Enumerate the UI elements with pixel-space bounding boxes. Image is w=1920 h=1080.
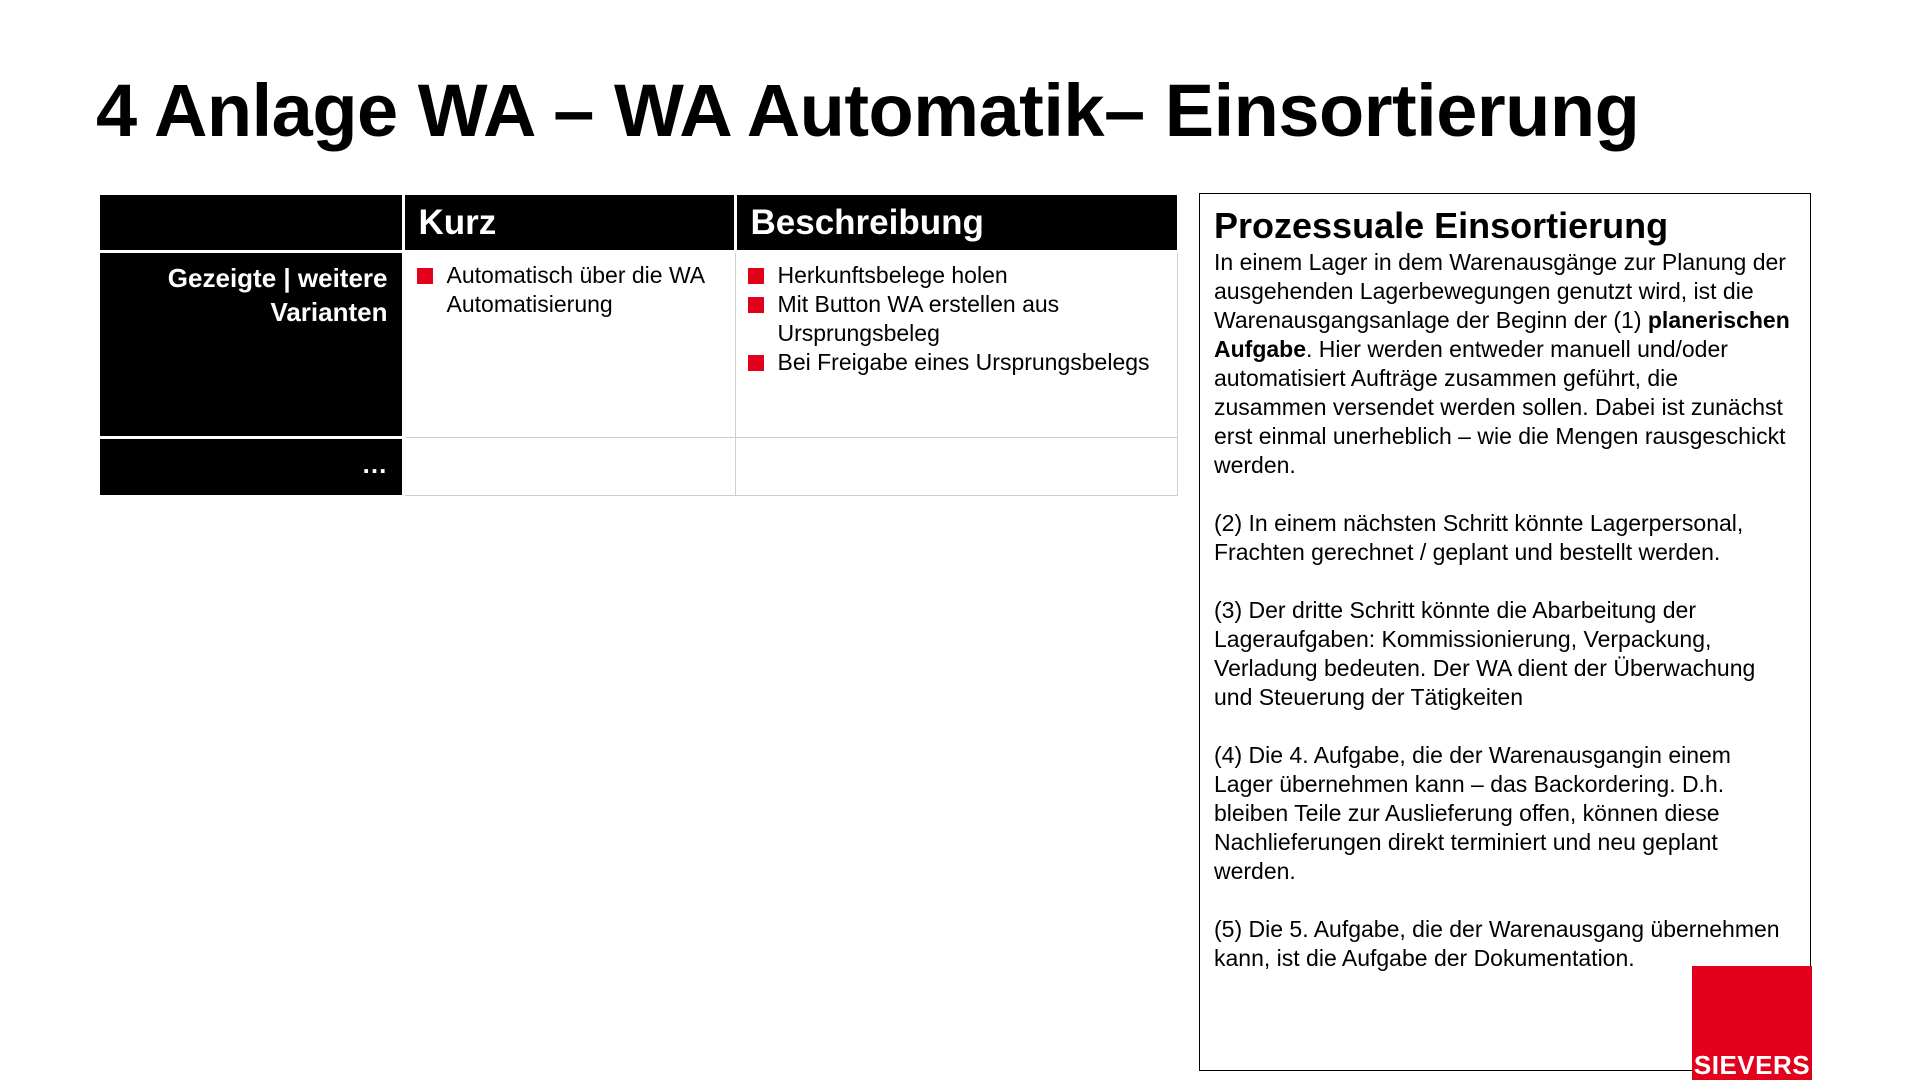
paragraph-3: (3) Der dritte Schritt könnte die Abarbeitung der Lageraufgaben: Kommissionierung, Verpackung, Verladung bedeuten. Der WA dient der Überwachung und Steuerung der Tätigkeiten [1214, 596, 1756, 710]
list-item [748, 261, 1167, 290]
paragraph-1-bold: planerischen Aufgabe [1214, 306, 1790, 362]
list-item-text: Bei Freigabe eines Ursprungsbelegs [777, 348, 1150, 375]
red-square-bullet-icon [417, 268, 433, 284]
paragraph-1 [1214, 248, 1796, 480]
table-header-kurz: Kurz [403, 195, 735, 251]
table-row [100, 437, 1177, 495]
table-header-row [100, 195, 1177, 251]
paragraph-4: (4) Die 4. Aufgabe, die der Warenausgangin einem Lager übernehmen kann – das Backordering. D.h. bleiben Teile zur Auslieferung offen, können diese Nachlieferungen direkt terminiert und neu geplant werden. [1214, 741, 1731, 884]
list-item-text: Mit Button WA erstellen aus Ursprungsbeleg [777, 290, 1060, 346]
list-item [748, 290, 1167, 348]
paragraph-1-text-end: . Hier werden entweder manuell und/oder automatisiert Aufträge zusammen geführt, die zusammen versendet werden sollen. Dabei ist zunächst erst einmal unerheblich – wie die Mengen rausgeschickt werden. [1214, 335, 1786, 478]
paragraph-2: (2) In einem nächsten Schritt könnte Lagerpersonal, Frachten gerechnet / geplant und bestellt werden. [1214, 509, 1744, 565]
paragraph-5: (5) Die 5. Aufgabe, die der Warenausgang übernehmen kann, ist die Aufgabe der Dokumentation. [1214, 915, 1780, 971]
table-header-beschreibung: Beschreibung [735, 195, 1177, 251]
cell-kurz [403, 251, 735, 437]
red-square-bullet-icon [748, 268, 764, 284]
variants-table [100, 195, 1178, 496]
paragraph-1-text: In einem Lager in dem Warenausgänge zur Planung der ausgehenden Lagerbewegungen genutzt wird, ist die Warenausgangsanlage der Beginn der (1) [1214, 248, 1786, 333]
list-item-text: Automatisch über die WA Automatisierung [446, 261, 704, 317]
side-box-title: Prozessuale Einsortierung [1214, 205, 1669, 246]
list-item-text: Herkunftsbelege holen [777, 261, 1008, 288]
beschreibung-list [748, 261, 1167, 377]
slide-title: 4 Anlage WA – WA Automatik– Einsortierung [96, 69, 1640, 152]
cell-beschreibung-empty [735, 437, 1177, 495]
table-row [100, 251, 1177, 437]
process-info-box [1199, 193, 1811, 1071]
kurz-list [417, 261, 725, 319]
cell-kurz-empty [403, 437, 735, 495]
cell-beschreibung [735, 251, 1177, 437]
row-label-varianten: Gezeigte | weitere Varianten [100, 251, 403, 437]
logo-text: SIEVERS [1693, 1050, 1811, 1080]
list-item [417, 261, 725, 319]
sievers-logo [1692, 966, 1812, 1080]
red-square-bullet-icon [748, 355, 764, 371]
table-header-empty [100, 195, 403, 251]
list-item [748, 348, 1167, 377]
red-square-bullet-icon [748, 297, 764, 313]
row-label-ellipsis: … [100, 437, 403, 495]
